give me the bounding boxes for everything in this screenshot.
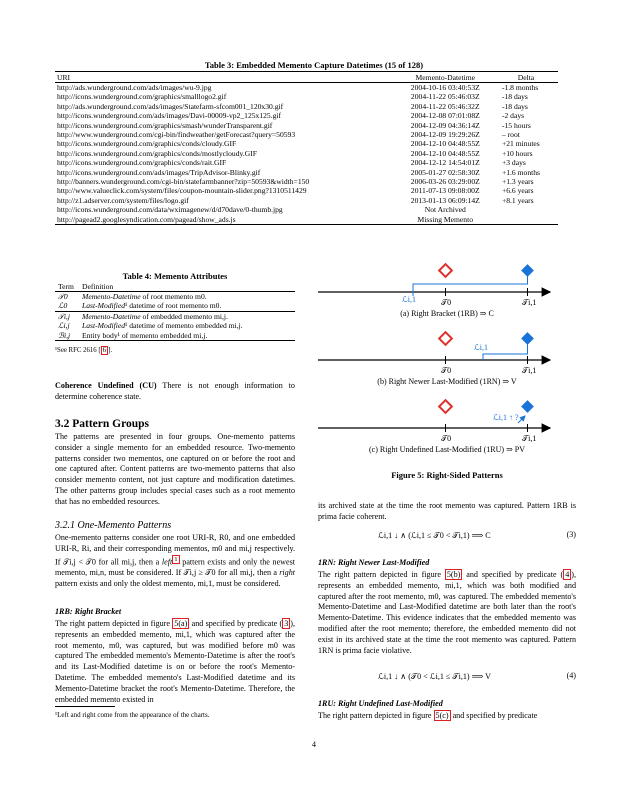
- table3-delta-cell: [494, 215, 558, 225]
- fig5c-caption: (c) Right Undefined Last-Modified (1RU) ⇒ PV: [368, 445, 525, 454]
- table3-col-uri: URI: [57, 72, 71, 82]
- table4-definition-emphasis: Memento-Datetime: [82, 292, 141, 301]
- table4-definition-cell: [79, 331, 295, 341]
- table3-row: [55, 92, 558, 101]
- table4-definition-text: ¹ datetime of root memento m0.: [125, 301, 222, 311]
- table4-term-cell: ℒi,j: [58, 321, 70, 331]
- table3-uri-cell[interactable]: http://icons.wunderground.com/graphics/conds/cloudy.GIF: [57, 139, 237, 149]
- table3-uri-cell[interactable]: http://www.valueclick.com/system/files/coupon-mountain-slider.png?1310511429: [57, 186, 307, 196]
- fig5b-root-memento-icon: [439, 332, 452, 345]
- table3-uri-cell[interactable]: http://icons.wunderground.com/graphics/smash/wunderTransparent.gif: [57, 120, 273, 130]
- fig5a-bracket-line: [413, 276, 528, 288]
- table3-row: [55, 158, 558, 167]
- table3-row: [55, 83, 558, 93]
- table4-term-cell: 𝒯i,j: [58, 311, 70, 321]
- table3-datetime-cell: 2004-12-12 14:54:01Z: [410, 158, 480, 168]
- table4-footnote-text: ¹See RFC 2616 [: [55, 347, 101, 354]
- rfc-citation-link[interactable]: 6: [102, 347, 107, 354]
- rn-text-1: The right pattern depicted in figure: [318, 570, 445, 579]
- table3-delta-cell: -18 days: [501, 101, 528, 111]
- table4-row: [55, 331, 295, 341]
- rb-paragraph: [55, 619, 295, 705]
- table3-row: [55, 196, 558, 205]
- fig5c-root-memento-icon: [439, 400, 452, 413]
- table4-definition-text: ¹ datetime of memento embedded mi,j.: [125, 321, 243, 331]
- table3-row: [55, 177, 558, 186]
- table4-term-cell: ℬi,j: [58, 330, 71, 340]
- table3-row: [55, 186, 558, 195]
- table4-header-row: [55, 282, 295, 292]
- table3-delta-cell: +10 hours: [501, 148, 533, 158]
- fig5a-t0-label: 𝒯0: [441, 298, 452, 307]
- table3: [55, 71, 558, 225]
- table3-header-row: [55, 72, 558, 83]
- table3-uri-cell[interactable]: http://icons.wunderground.com/graphics/smalllogo2.gif: [57, 92, 227, 102]
- table3-delta-cell: -2 days: [501, 111, 525, 121]
- table4-term-cell: ℒ0: [58, 301, 68, 311]
- table3-datetime-cell: 2005-01-27 02:58:30Z: [410, 167, 480, 177]
- fig5a-caption: (a) Right Bracket (1RB) ⇒ C: [400, 309, 494, 318]
- fig5b-embedded-memento-icon: [521, 332, 534, 345]
- table3-delta-cell: +8.1 years: [501, 195, 534, 205]
- eq4-body: ℒi,1 ↓ ∧ (𝒯0 < ℒi,1 ≤ 𝒯i,1) ⟹ V: [378, 672, 491, 681]
- table4-body: [55, 292, 295, 341]
- table4-definition-cell: [79, 292, 295, 302]
- table4-definition-text: of embedded memento mi,j.: [140, 311, 228, 321]
- coherence-undefined-para: [55, 381, 295, 403]
- table3-row: [55, 102, 558, 111]
- table4-definition-emphasis: Last-Modified: [82, 301, 126, 311]
- table3-delta-cell: [494, 205, 558, 214]
- rn-title: 1RN: Right Newer Last-Modified: [318, 558, 430, 567]
- table4-caption: Table 4: Memento Attributes: [122, 271, 228, 281]
- footnote-ref-link[interactable]: 1: [174, 555, 178, 563]
- fig5b-link[interactable]: 5(b): [446, 570, 461, 579]
- fig5a-embedded-memento-icon: [521, 264, 534, 277]
- table3-uri-cell[interactable]: http://ads.wunderground.com/ads/images/wu-9.jpg: [57, 83, 212, 92]
- footnote: ¹Left and right come from the appearance of the charts.: [55, 711, 210, 719]
- table4-footnote: [55, 347, 112, 354]
- table3-row: [55, 149, 558, 158]
- section-title: 3.2 Pattern Groups: [55, 418, 150, 430]
- subsection-text-b: pattern exists and only the newest memento, mi,n, must be considered. If 𝒯i,j ≥ 𝒯0 for all mi,j, then a: [55, 557, 295, 578]
- fig5c-ti-label: 𝒯i,1: [522, 434, 537, 443]
- table3-uri-cell[interactable]: http://icons.wunderground.com/data/wximagenew/d/d70dave/0-thumb.jpg: [57, 205, 283, 215]
- table3-delta-cell: +21 minutes: [501, 139, 540, 149]
- fig5b-bracket-line: [483, 344, 528, 360]
- table4-definition-emphasis: Last-Modified: [82, 321, 126, 331]
- table3-uri-cell[interactable]: http://www.wunderground.com/cgi-bin/findweather/getForecast?query=50593: [57, 130, 296, 140]
- table3-datetime-cell: 2004-12-09 19:29:26Z: [410, 130, 480, 140]
- rn-paragraph: [318, 570, 576, 656]
- table3-row: [55, 205, 558, 214]
- left-term: left: [161, 557, 173, 567]
- table4: [55, 282, 295, 341]
- table3-delta-cell: -1.8 months: [501, 83, 539, 92]
- figure5-caption: Figure 5: Right-Sided Patterns: [391, 470, 503, 480]
- fig5a-l-label: ℒi,1: [402, 295, 416, 304]
- fig5b-diagram: [318, 332, 550, 375]
- table4-row: [55, 301, 295, 311]
- table3-datetime-cell: 2004-12-09 04:36:14Z: [410, 120, 480, 130]
- table4-row: [55, 292, 295, 302]
- table3-delta-cell: -15 hours: [501, 120, 531, 130]
- ru-title: 1RU: Right Undefined Last-Modified: [318, 699, 443, 708]
- table3-uri-cell[interactable]: http://icons.wunderground.com/graphics/conds/rait.GIF: [57, 158, 227, 168]
- table3-datetime-cell: 2004-11-22 05:46:32Z: [410, 101, 480, 111]
- subsection-text-a: One-memento patterns consider one root URI-R, R0, and one embedded URI-R, Ri, and their corresponding mementos, m0 and mi,j respectively. If 𝒯i,j < 𝒯0 for all mi,j, then a: [55, 533, 295, 567]
- table4-col-term: Term: [58, 282, 74, 291]
- subsection-text-c: pattern exists and only the oldest memento, mi,1, must be considered.: [55, 578, 281, 588]
- ru-text-1: The right pattern depicted in figure: [318, 711, 434, 720]
- table4-definition-cell: [79, 301, 295, 311]
- table3-row: [55, 139, 558, 148]
- table3-uri-cell[interactable]: http://icons.wunderground.com/ads/images/TripAdvisor-Blinky.gif: [57, 167, 261, 177]
- table3-col-delta: Delta: [517, 72, 535, 82]
- eq3-link[interactable]: 3: [284, 619, 289, 628]
- fig5a-link[interactable]: 5(a): [174, 619, 188, 628]
- subsection-paragraph: [55, 533, 295, 590]
- rb-text-1: The right pattern depicted in figure: [55, 619, 173, 628]
- fig5c-embedded-memento-icon: [521, 400, 534, 413]
- table3-datetime-cell: 2011-07-13 09:08:00Z: [410, 186, 480, 196]
- fig5c-diagram: [318, 400, 550, 443]
- table3-delta-cell: +1.6 months: [501, 167, 540, 177]
- table4-definition-text: of root memento m0.: [140, 292, 207, 301]
- fig5b-ti-label: 𝒯i,1: [522, 366, 537, 375]
- coherence-label: Coherence Undefined (CU): [55, 381, 157, 390]
- eq4-link[interactable]: 4: [565, 570, 570, 579]
- fig5a-ti-label: 𝒯i,1: [522, 298, 537, 307]
- table3-uri-cell[interactable]: http://pagead2.googlesyndication.com/pagead/show_ads.js: [57, 214, 236, 224]
- table3-row: [55, 121, 558, 130]
- table3-datetime-cell: Not Archived: [424, 205, 466, 215]
- fig5c-arrow: [518, 416, 525, 423]
- right-term: right: [279, 568, 295, 578]
- fig5b-caption: (b) Right Newer Last-Modified (1RN) ⇒ V: [377, 377, 517, 386]
- table3-row: [55, 215, 558, 225]
- rb-text-2: and specified by predicate (: [189, 619, 283, 628]
- fig5b-t0-label: 𝒯0: [441, 366, 452, 375]
- fig5c-link[interactable]: 5(c): [435, 711, 449, 720]
- table3-uri-cell[interactable]: http://icons.wunderground.com/graphics/conds/mostlycloudy.GIF: [57, 148, 257, 158]
- table3-uri-cell[interactable]: http://z1.adserver.com/system/files/logo.gif: [57, 195, 189, 205]
- subsection-title: 3.2.1 One-Memento Patterns: [55, 520, 172, 531]
- fig5b-l-label: ℒi,1: [474, 343, 488, 352]
- table3-datetime-cell: Missing Memento: [417, 214, 474, 224]
- ru-paragraph: [318, 711, 576, 722]
- table3-datetime-cell: 2004-12-08 07:01:08Z: [410, 111, 480, 121]
- table3-uri-cell[interactable]: http://banners.wunderground.com/cgi-bin/statefarmbanner?zip=50593&width=150: [57, 177, 310, 187]
- coherence-text: There is not enough information to determine coherence state.: [55, 381, 295, 401]
- rb-continuation: its archived state at the time the root memento was captured. Pattern 1RB is prima facie coherent.: [318, 501, 576, 521]
- table3-caption: Table 3: Embedded Memento Capture Datetimes (15 of 128): [204, 60, 424, 70]
- eq4-number: (4): [566, 671, 576, 680]
- table4-definition-text: Entity body¹ of memento embedded mi,j.: [82, 330, 208, 340]
- table4-term-cell: 𝒯0: [58, 292, 68, 301]
- table4-definition-emphasis: Memento-Datetime: [82, 311, 141, 321]
- eq3-number: (3): [566, 530, 576, 539]
- table3-delta-cell: +6.6 years: [501, 186, 534, 196]
- table3-delta-cell: – root: [501, 130, 520, 140]
- footnote-rule: [55, 706, 115, 707]
- table3-row: [55, 130, 558, 139]
- section-paragraph: The patterns are presented in four groups. One-memento patterns consider a single memento for an embedded resource. Two-memento patterns consider two mementos, one captured on or before the root and one captured after. Content patterns are two-memento patterns that also consider memento content, not just capture and modification datetimes. The other patterns group includes special cases such as a root memento that has no embedded resources.: [55, 432, 295, 506]
- table3-delta-cell: +1.3 years: [501, 177, 534, 187]
- equation-4: [318, 671, 576, 682]
- fig5c-t0-label: 𝒯0: [441, 434, 452, 443]
- table3-body: [55, 83, 558, 225]
- table3-col-datetime: Memento-Datetime: [415, 72, 476, 82]
- table3-delta-cell: -18 days: [501, 92, 528, 102]
- rn-text-2: and specified by predicate (: [462, 570, 564, 579]
- table4-row: [55, 311, 295, 321]
- rb-title: 1RB: Right Bracket: [55, 607, 122, 616]
- table3-datetime-cell: 2004-12-10 04:48:55Z: [410, 139, 480, 149]
- table3-datetime-cell: 2004-10-16 03:40:53Z: [410, 83, 480, 92]
- table4-definition-cell: [79, 311, 295, 321]
- page-number: 4: [312, 740, 316, 749]
- ru-text-2: and specified by predicate: [450, 711, 538, 720]
- fig5a-diagram: [318, 264, 550, 307]
- table3-row: [55, 168, 558, 177]
- table4-definition-cell: [79, 321, 295, 330]
- table3-uri-cell[interactable]: http://ads.wunderground.com/ads/images/Statefarm-sfcom001_120x30.gif: [57, 101, 284, 111]
- table3-datetime-cell: 2013-01-13 06:09:14Z: [410, 195, 480, 205]
- table4-footnote-end: ].: [108, 347, 113, 354]
- fig5c-l-label: ℒi,1 ↑ ?: [493, 413, 519, 422]
- fig5a-root-memento-icon: [439, 264, 452, 277]
- table3-datetime-cell: 2004-12-10 04:48:55Z: [410, 148, 480, 158]
- rb-text-3: ), represents an embedded memento, mi,1, which was captured after the root memento, m0, was captured, but was modified before m0 was captured The embedded memento's Memento-Datetime is after the root's and its Last-Modified datetime is on or before the root's Memento-Datetime. The embedded memento's Last-Modified datetime and its Memento-Datetime bracket the root's Memento-Datetime. Therefore, the embedded memento existed in: [55, 619, 295, 704]
- table3-datetime-cell: 2006-03-26 03:29:00Z: [410, 177, 480, 187]
- eq3-body: ℒi,1 ↓ ∧ (ℒi,1 ≤ 𝒯0 < 𝒯i,1) ⟹ C: [378, 531, 491, 540]
- rn-text-3: ), represents an embedded memento, mi,1, which was both modified and captured after the root memento, m0, was captured. The embedded memento's Memento-Datetime and Last-Modified datetime are both later than the root's Memento-Datetime. This evidence indicates that the embedded memento was modified after the root memento; therefore, the embedded memento did not exist in its archived state at the time the root memento was captured. Pattern 1RN is prima facie violative.: [318, 570, 576, 655]
- table3-row: [55, 111, 558, 120]
- table3-delta-cell: +3 days: [501, 158, 526, 168]
- table3-datetime-cell: 2004-11-22 05:46:03Z: [410, 92, 480, 102]
- table4-col-definition: Definition: [82, 282, 114, 291]
- figure5-diagrams: [318, 258, 576, 468]
- equation-3: [318, 530, 576, 541]
- table3-uri-cell[interactable]: http://icons.wunderground.com/ads/images/Davi-00009-vp2_125x125.gif: [57, 111, 282, 121]
- table4-row: [55, 321, 295, 330]
